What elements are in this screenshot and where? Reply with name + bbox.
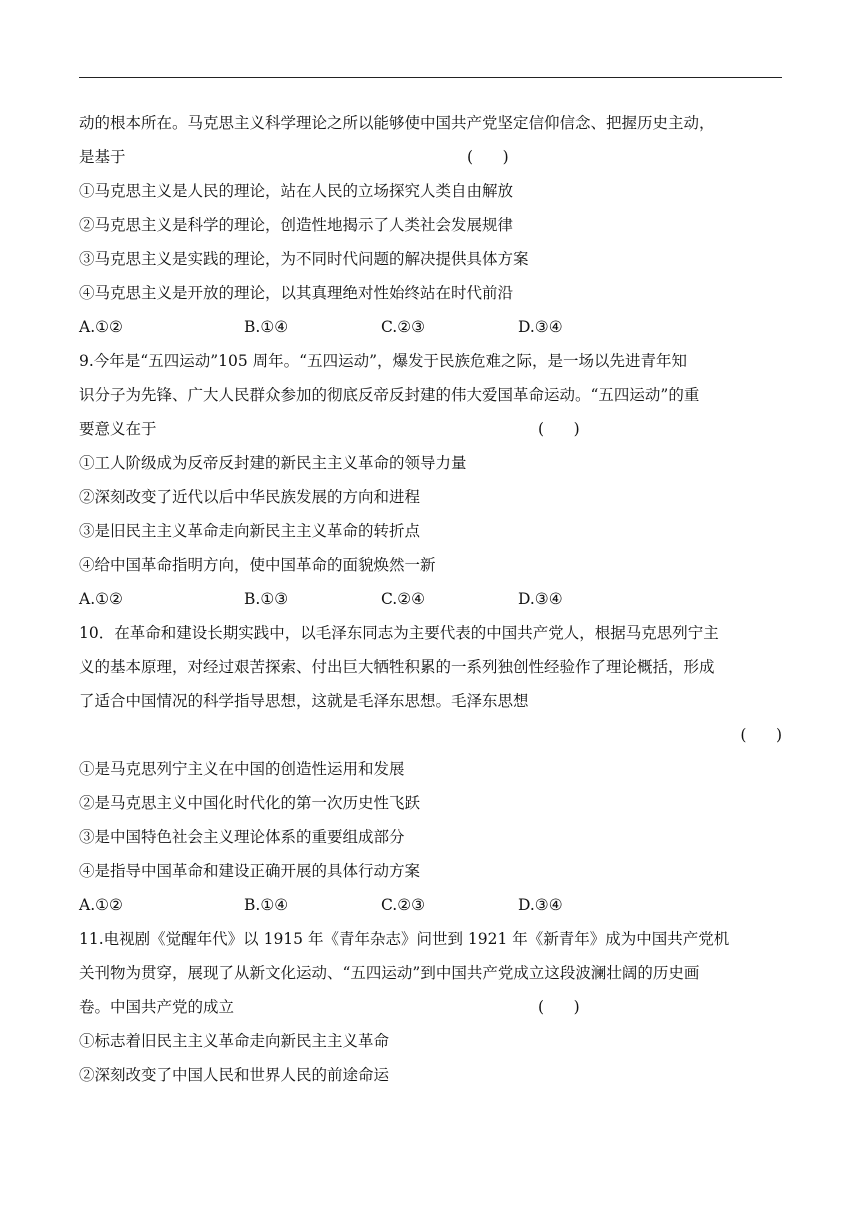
q9-option-b: B.①③	[244, 590, 289, 608]
q10-answer-line	[79, 718, 782, 752]
q10-item-4: ④是指导中国革命和建设正确开展的具体行动方案	[79, 862, 421, 880]
q11-stem-text: 卷。中国共产党的成立	[79, 998, 235, 1016]
q11-answer-blank: ( )	[538, 998, 580, 1016]
q10-options	[79, 888, 782, 922]
q9-stem-line-2: 识分子为先锋、广大人民群众参加的彻底反帝反封建的伟大爱国革命运动。“五四运动”的重	[79, 386, 700, 404]
q11-stem-line-1: 11.电视剧《觉醒年代》以 1915 年《青年杂志》问世到 1921 年《新青年》成为中国共产党机	[79, 930, 730, 948]
q10-stem-line-1: 10．在革命和建设长期实践中，以毛泽东同志为主要代表的中国共产党人，根据马克思列宁主	[79, 624, 719, 642]
q9-options	[79, 582, 782, 616]
q8-stem-line-1: 动的根本所在。马克思主义科学理论之所以能够使中国共产党坚定信仰信念、把握历史主动，	[79, 114, 715, 132]
q9-item-2: ②深刻改变了近代以后中华民族发展的方向和进程	[79, 488, 421, 506]
q9-item-4: ④给中国革命指明方向，使中国革命的面貌焕然一新	[79, 556, 436, 574]
q9-stem-line-3	[79, 412, 782, 446]
q9-stem-line-1: 9.今年是“五四运动”105 周年。“五四运动”，爆发于民族危难之际，是一场以先进青年知	[79, 352, 687, 370]
q10-item-2: ②是马克思主义中国化时代化的第一次历史性飞跃	[79, 794, 421, 812]
q8-stem-text: 是基于	[79, 148, 126, 166]
q10-stem-line-3: 了适合中国情况的科学指导思想，这就是毛泽东思想。毛泽东思想	[79, 692, 529, 710]
q10-stem-line-2: 义的基本原理，对经过艰苦探索、付出巨大牺牲积累的一系列独创性经验作了理论概括，形成	[79, 658, 715, 676]
q9-stem-text: 要意义在于	[79, 420, 157, 438]
q10-option-a: A.①②	[79, 896, 123, 914]
header-rule	[79, 77, 782, 78]
q9-option-a: A.①②	[79, 590, 123, 608]
q10-item-3: ③是中国特色社会主义理论体系的重要组成部分	[79, 828, 405, 846]
q8-option-b: B.①④	[244, 318, 289, 336]
q8-answer-blank: ( )	[467, 148, 509, 166]
q8-item-4: ④马克思主义是开放的理论，以其真理绝对性始终站在时代前沿	[79, 284, 514, 302]
q8-option-a: A.①②	[79, 318, 123, 336]
q9-option-c: C.②④	[381, 590, 426, 608]
q10-option-d: D.③④	[518, 896, 563, 914]
q9-option-d: D.③④	[518, 590, 563, 608]
q8-item-1: ①马克思主义是人民的理论，站在人民的立场探究人类自由解放	[79, 182, 514, 200]
q11-item-1: ①标志着旧民主主义革命走向新民主主义革命	[79, 1032, 390, 1050]
q11-stem-line-3	[79, 990, 782, 1024]
q10-item-1: ①是马克思列宁主义在中国的创造性运用和发展	[79, 760, 405, 778]
q11-item-2: ②深刻改变了中国人民和世界人民的前途命运	[79, 1066, 390, 1084]
q11-stem-line-2: 关刊物为贯穿，展现了从新文化运动、“五四运动”到中国共产党成立这段波澜壮阔的历史画	[79, 964, 700, 982]
q8-options	[79, 310, 782, 344]
q8-option-d: D.③④	[518, 318, 563, 336]
q9-item-3: ③是旧民主主义革命走向新民主主义革命的转折点	[79, 522, 421, 540]
q8-option-c: C.②③	[381, 318, 426, 336]
q8-stem-line-2	[79, 140, 782, 174]
q8-item-2: ②马克思主义是科学的理论，创造性地揭示了人类社会发展规律	[79, 216, 514, 234]
q10-option-b: B.①④	[244, 896, 289, 914]
q9-item-1: ①工人阶级成为反帝反封建的新民主主义革命的领导力量	[79, 454, 467, 472]
q8-item-3: ③马克思主义是实践的理论，为不同时代问题的解决提供具体方案	[79, 250, 529, 268]
q9-answer-blank: ( )	[538, 420, 580, 438]
q10-answer-blank: ( )	[740, 726, 782, 744]
exam-page-content	[79, 106, 782, 1092]
q10-option-c: C.②③	[381, 896, 426, 914]
